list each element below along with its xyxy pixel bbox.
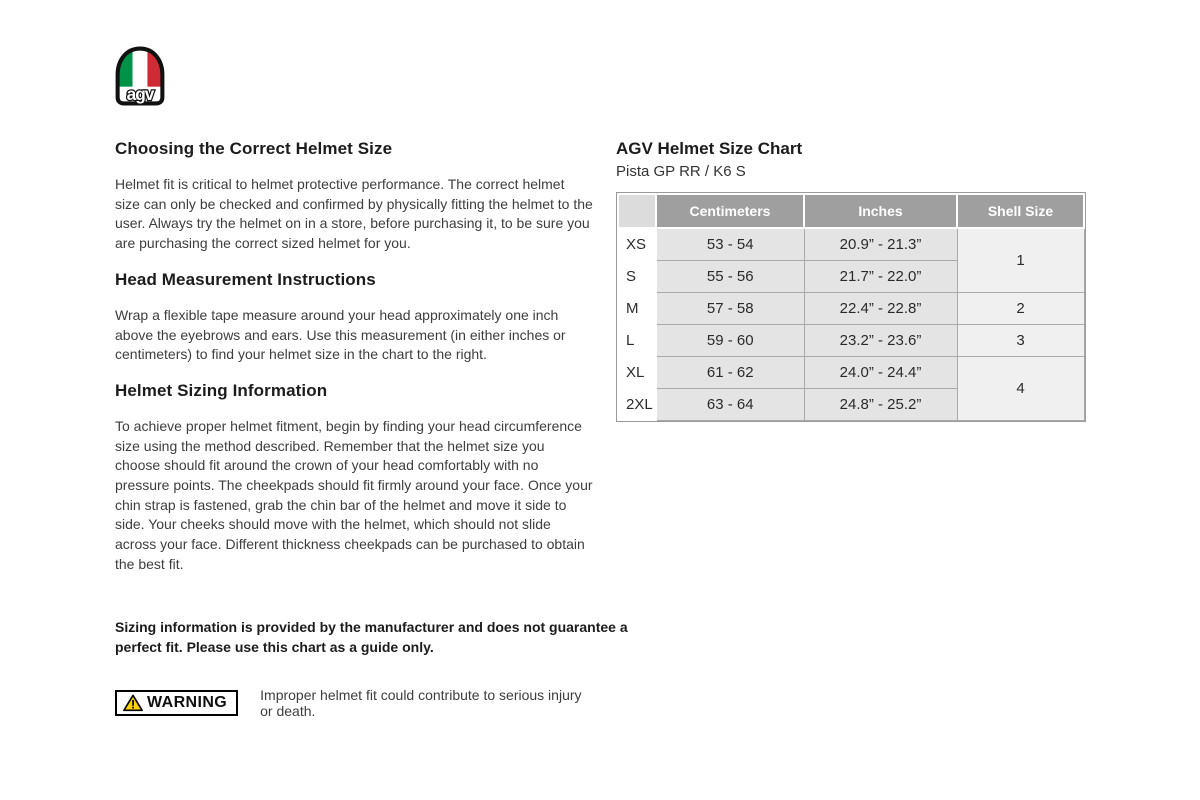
right-column — [616, 138, 1086, 422]
centimeters-cell: 53 - 54 — [656, 228, 804, 260]
shell-size-cell: 3 — [957, 324, 1084, 356]
size-table-body — [618, 228, 1084, 420]
size-label-cell: XL — [618, 356, 656, 388]
centimeters-cell: 61 - 62 — [656, 356, 804, 388]
warning-triangle-icon — [123, 694, 143, 712]
section-heading: Choosing the Correct Helmet Size — [115, 139, 393, 158]
inches-cell: 23.2” - 23.6” — [804, 324, 957, 356]
inches-cell: 21.7” - 22.0” — [804, 260, 957, 292]
size-label-cell: 2XL — [618, 388, 656, 420]
disclaimer-text: Sizing information is provided by the manufacturer and does not guarantee a perfect fit. Please use this chart as a guide only. — [115, 618, 628, 655]
inches-cell: 24.8” - 25.2” — [804, 388, 957, 420]
section-heading: Helmet Sizing Information — [115, 380, 328, 400]
size-label-cell: M — [618, 292, 656, 324]
centimeters-cell: 59 - 60 — [656, 324, 804, 356]
table-row — [618, 356, 1084, 388]
agv-helmet-icon — [112, 46, 168, 106]
size-chart-table — [617, 193, 1085, 421]
size-label-cell: L — [618, 324, 656, 356]
chart-subtitle: Pista GP RR / K6 S — [616, 163, 746, 180]
header-shell-size: Shell Size — [957, 194, 1084, 228]
warning-text: Improper helmet fit could contribute to serious injury or death. — [260, 686, 582, 719]
agv-logo — [112, 46, 168, 106]
left-column — [115, 138, 628, 719]
inches-cell: 22.4” - 22.8” — [804, 292, 957, 324]
chart-title: AGV Helmet Size Chart — [616, 139, 803, 158]
warning-row — [115, 687, 593, 719]
header-blank-cell — [618, 194, 656, 228]
warning-box — [115, 690, 238, 716]
section-heading: Head Measurement Instructions — [115, 269, 376, 289]
header-centimeters: Centimeters — [656, 194, 804, 228]
centimeters-cell: 55 - 56 — [656, 260, 804, 292]
warning-label: WARNING — [147, 693, 228, 711]
size-label-cell: S — [618, 260, 656, 292]
centimeters-cell: 63 - 64 — [656, 388, 804, 420]
table-row — [618, 292, 1084, 324]
inches-cell: 20.9” - 21.3” — [804, 228, 957, 260]
section-body: Helmet fit is critical to helmet protective performance. The correct helmet size can only be checked and confirmed by physically fitting the helmet to the user. Always try the helmet on in a store, before purchasing it, to be sure you are purchasing the correct sized helmet for you. — [115, 176, 593, 252]
section-sizing-information — [115, 380, 593, 575]
size-label-cell: XS — [618, 228, 656, 260]
shell-size-cell: 1 — [957, 228, 1084, 292]
header-row — [618, 194, 1084, 228]
agv-wordmark: agv — [126, 83, 154, 104]
section-body: Wrap a flexible tape measure around your head approximately one inch above the eyebrows and ears. Use this measurement (in either inches or centimeters) to find your helmet size in the chart to the right. — [115, 306, 566, 363]
table-row — [618, 324, 1084, 356]
table-row — [618, 228, 1084, 260]
section-body: To achieve proper helmet fitment, begin by finding your head circumference size using the method described. Remember that the helmet size you choose should fit around the crown of your head comfortably with no pressure points. The cheekpads should fit firmly around your face. Once your chin strap is fastened, grab the chin bar of the helmet and move it side to side. Your cheeks should move with the helmet, which should not slide across your face. Different thickness cheekpads can be purchased to obtain the best fit. — [115, 417, 593, 572]
shell-size-cell: 4 — [957, 356, 1084, 420]
size-chart-table-wrap — [616, 192, 1086, 422]
section-head-measurement — [115, 269, 593, 365]
shell-size-cell: 2 — [957, 292, 1084, 324]
inches-cell: 24.0” - 24.4” — [804, 356, 957, 388]
centimeters-cell: 57 - 58 — [656, 292, 804, 324]
header-inches: Inches — [804, 194, 957, 228]
section-choosing-size — [115, 138, 593, 254]
